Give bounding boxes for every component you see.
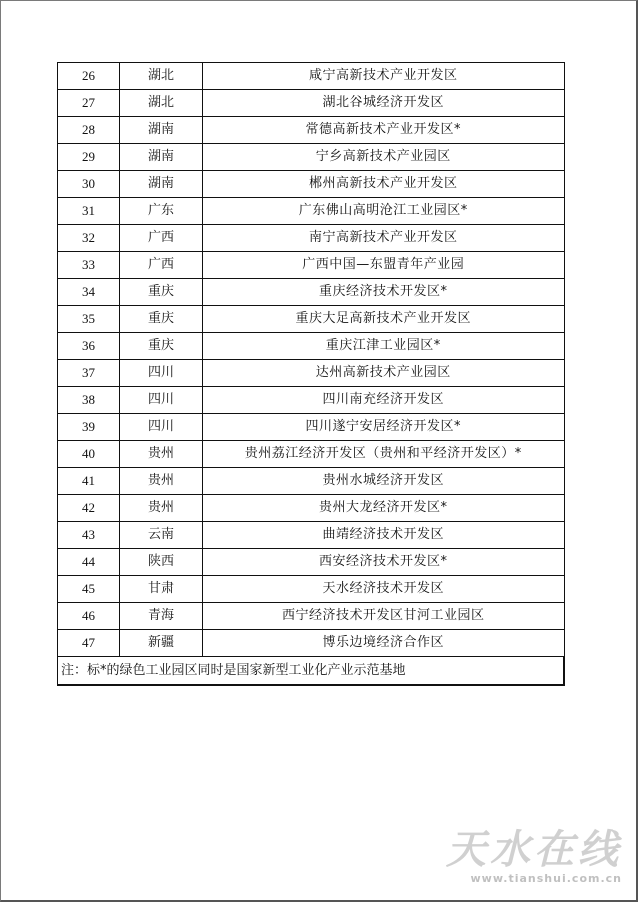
table-row — [58, 495, 565, 522]
row-number: 33 — [58, 252, 120, 279]
row-province: 陕西 — [120, 549, 203, 576]
row-park-name: 贵州荔江经济开发区（贵州和平经济开发区）* — [203, 441, 565, 468]
table-row — [58, 252, 565, 279]
row-park-name: 广西中国—东盟青年产业园 — [203, 252, 565, 279]
row-province: 广东 — [120, 198, 203, 225]
table-row — [58, 414, 565, 441]
row-park-name: 重庆大足高新技术产业开发区 — [203, 306, 565, 333]
row-number: 30 — [58, 171, 120, 198]
row-province: 甘肃 — [120, 576, 203, 603]
table-row — [58, 144, 565, 171]
row-number: 38 — [58, 387, 120, 414]
row-province: 贵州 — [120, 468, 203, 495]
row-number: 26 — [58, 63, 120, 90]
row-province: 广西 — [120, 225, 203, 252]
row-park-name: 达州高新技术产业园区 — [203, 360, 565, 387]
row-province: 青海 — [120, 603, 203, 630]
row-number: 44 — [58, 549, 120, 576]
table-row — [58, 225, 565, 252]
industrial-park-table — [57, 62, 565, 686]
row-province: 广西 — [120, 252, 203, 279]
row-number: 40 — [58, 441, 120, 468]
row-province: 湖南 — [120, 117, 203, 144]
table-row — [58, 549, 565, 576]
row-park-name: 南宁高新技术产业开发区 — [203, 225, 565, 252]
row-park-name: 曲靖经济技术开发区 — [203, 522, 565, 549]
row-province: 湖南 — [120, 171, 203, 198]
table-row — [58, 630, 565, 657]
row-number: 37 — [58, 360, 120, 387]
table-row — [58, 441, 565, 468]
table-row — [58, 468, 565, 495]
table-row — [58, 279, 565, 306]
row-park-name: 贵州大龙经济开发区* — [203, 495, 565, 522]
row-park-name: 重庆经济技术开发区* — [203, 279, 565, 306]
row-park-name: 广东佛山高明沧江工业园区* — [203, 198, 565, 225]
row-province: 贵州 — [120, 441, 203, 468]
row-province: 新疆 — [120, 630, 203, 657]
watermark — [432, 828, 622, 886]
row-province: 重庆 — [120, 306, 203, 333]
row-park-name: 四川遂宁安居经济开发区* — [203, 414, 565, 441]
table-row — [58, 387, 565, 414]
table-row — [58, 171, 565, 198]
row-province: 湖北 — [120, 90, 203, 117]
table-row — [58, 63, 565, 90]
row-number: 39 — [58, 414, 120, 441]
table-row — [58, 360, 565, 387]
table-body — [58, 63, 565, 657]
row-province: 四川 — [120, 360, 203, 387]
row-park-name: 郴州高新技术产业开发区 — [203, 171, 565, 198]
row-park-name: 重庆江津工业园区* — [203, 333, 565, 360]
row-number: 36 — [58, 333, 120, 360]
row-number: 27 — [58, 90, 120, 117]
watermark-url: www.tianshui.com.cn — [470, 872, 622, 885]
row-province: 湖南 — [120, 144, 203, 171]
row-number: 32 — [58, 225, 120, 252]
row-province: 云南 — [120, 522, 203, 549]
row-number: 28 — [58, 117, 120, 144]
row-number: 35 — [58, 306, 120, 333]
row-park-name: 四川南充经济开发区 — [203, 387, 565, 414]
row-number: 46 — [58, 603, 120, 630]
table-row — [58, 603, 565, 630]
table-row — [58, 90, 565, 117]
row-province: 四川 — [120, 387, 203, 414]
watermark-logo: 天水在线 — [446, 826, 622, 873]
table-row — [58, 306, 565, 333]
row-park-name: 湖北谷城经济开发区 — [203, 90, 565, 117]
row-province: 重庆 — [120, 333, 203, 360]
table-row — [58, 117, 565, 144]
note-row — [58, 657, 565, 686]
row-province: 贵州 — [120, 495, 203, 522]
row-number: 41 — [58, 468, 120, 495]
row-park-name: 宁乡高新技术产业园区 — [203, 144, 565, 171]
table-note: 注：标*的绿色工业园区同时是国家新型工业化产业示范基地 — [58, 657, 565, 686]
row-province: 湖北 — [120, 63, 203, 90]
row-park-name: 天水经济技术开发区 — [203, 576, 565, 603]
row-number: 31 — [58, 198, 120, 225]
table-row — [58, 198, 565, 225]
row-number: 29 — [58, 144, 120, 171]
row-number: 47 — [58, 630, 120, 657]
table-row — [58, 522, 565, 549]
row-number: 34 — [58, 279, 120, 306]
row-park-name: 博乐边境经济合作区 — [203, 630, 565, 657]
table-row — [58, 333, 565, 360]
row-number: 43 — [58, 522, 120, 549]
table-row — [58, 576, 565, 603]
row-park-name: 西宁经济技术开发区甘河工业园区 — [203, 603, 565, 630]
row-park-name: 西安经济技术开发区* — [203, 549, 565, 576]
row-park-name: 常德高新技术产业开发区* — [203, 117, 565, 144]
row-number: 42 — [58, 495, 120, 522]
row-park-name: 贵州水城经济开发区 — [203, 468, 565, 495]
row-province: 重庆 — [120, 279, 203, 306]
row-park-name: 咸宁高新技术产业开发区 — [203, 63, 565, 90]
row-number: 45 — [58, 576, 120, 603]
row-province: 四川 — [120, 414, 203, 441]
